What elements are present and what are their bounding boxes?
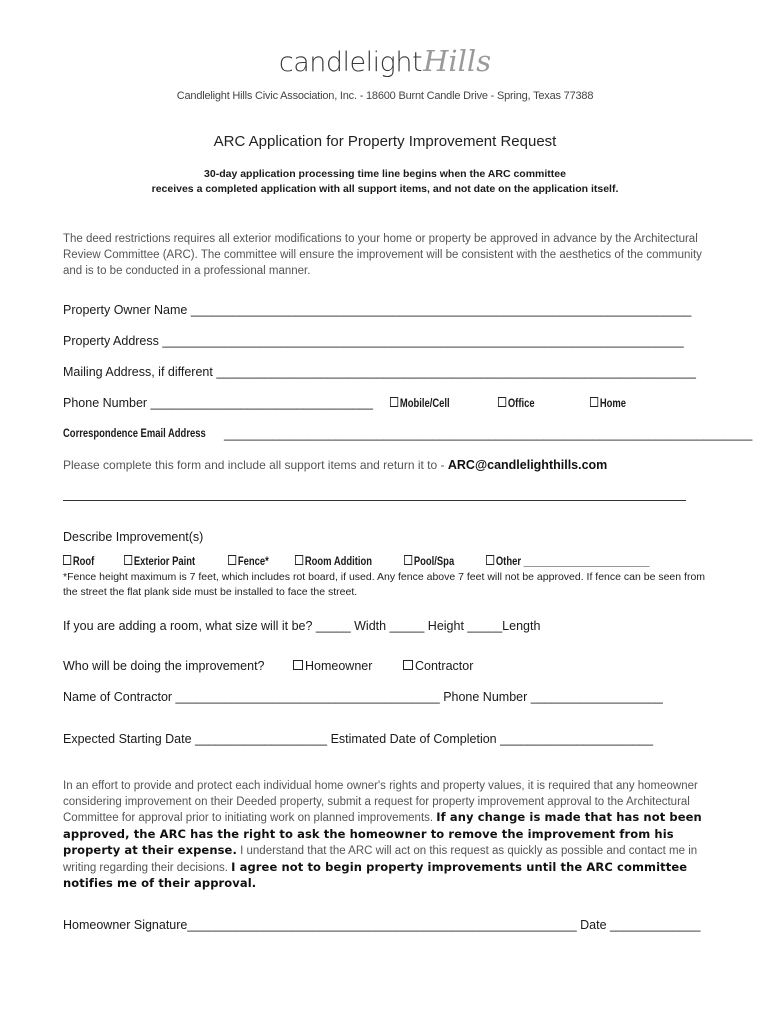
improvement-fence-label: Fence*: [237, 556, 269, 568]
agreement-text-2: I understand that the ARC will act on this request as quickly as possible and contact me in writing regarding their decisions.: [63, 845, 698, 874]
phone-option-mobile[interactable]: [390, 397, 450, 410]
phone-option-office[interactable]: [498, 397, 535, 410]
phone-option-home[interactable]: [590, 397, 626, 410]
checkbox-icon[interactable]: [390, 397, 398, 407]
improvement-room-label: Room Addition: [304, 556, 373, 568]
divider: [63, 500, 686, 501]
room-size-field[interactable]: If you are adding a room, what size will it be? _____ Width _____ Height _____Length: [63, 619, 541, 633]
checkbox-icon[interactable]: [124, 555, 132, 565]
phone-option-office-label: Office: [507, 398, 535, 410]
arc-email-link[interactable]: ARC@candlelighthills.com: [447, 458, 608, 472]
logo: [0, 44, 770, 78]
logo-text-hills: Hills: [423, 44, 492, 78]
checkbox-icon[interactable]: [293, 660, 303, 670]
checkbox-icon[interactable]: [486, 555, 494, 565]
owner-name-field[interactable]: Property Owner Name ________________________________________________________________________: [63, 303, 692, 317]
agreement-bold-1: If any change is made that has not been approved, the ARC has the right to ask the homeowner to remove the improvement from his property at their expense.: [63, 810, 702, 857]
agreement-paragraph: [63, 779, 713, 893]
improvement-other-label: Other ________________________: [495, 556, 650, 568]
who-contractor-label: Contractor: [415, 659, 474, 673]
agreement-text-1: In an effort to provide and protect each individual home owner's rights and property values, it is required that any homeowner considering improvement on their Deeded property, submit a request for property improvement approval to the Architectural Committee for approval prior to initiating work on planned improvements.: [63, 780, 698, 824]
contractor-field[interactable]: Name of Contractor ______________________________________ Phone Number ___________________: [63, 690, 663, 704]
return-instructions-text: Please complete this form and include all support items and return it to -: [63, 458, 448, 472]
phone-option-mobile-label: Mobile/Cell: [399, 398, 450, 410]
improvement-other[interactable]: [486, 555, 649, 568]
intro-paragraph: The deed restrictions requires all exterior modifications to your home or property be approved in advance by the Architectural Review Committee (ARC). The committee will ensure the improvement will be consistent with the aesthetics of the community and is to be conducted in a professional manner.: [63, 233, 702, 277]
phone-option-home-label: Home: [599, 398, 627, 410]
improvement-fence[interactable]: [228, 555, 269, 568]
dates-field[interactable]: Expected Starting Date ___________________ Estimated Date of Completion ______________________: [63, 732, 654, 746]
improvement-pool-spa[interactable]: [404, 555, 454, 568]
improvement-paint-label: Exterior Paint: [133, 556, 196, 568]
fence-note: *Fence height maximum is 7 feet, which includes rot board, if used. Any fence above 7 feet will not be approved. If fence can be seen from the street the flat plank side must be installed to face the street.: [63, 571, 706, 598]
logo-text-candlelight: candlelight: [278, 47, 423, 78]
checkbox-icon[interactable]: [295, 555, 303, 565]
email-field[interactable]: ____________________________________________________________________________: [224, 427, 753, 441]
checkbox-icon[interactable]: [63, 555, 71, 565]
improvement-room-addition[interactable]: [295, 555, 372, 568]
who-doing-label: Who will be doing the improvement?: [63, 659, 265, 673]
email-label: Correspondence Email Address: [63, 428, 206, 440]
improvement-exterior-paint[interactable]: [124, 555, 195, 568]
return-instructions: [63, 458, 607, 472]
improvement-roof[interactable]: [63, 555, 94, 568]
subtitle-line-1: 30-day application processing time line begins when the ARC committee: [204, 168, 566, 180]
describe-improvements-label: Describe Improvement(s): [63, 530, 204, 544]
page-title: ARC Application for Property Improvement Request: [213, 133, 557, 150]
association-address: Candlelight Hills Civic Association, Inc. - 18600 Burnt Candle Drive - Spring, Texas 77388: [176, 90, 594, 102]
phone-number-field[interactable]: Phone Number ________________________________: [63, 396, 374, 410]
signature-field[interactable]: Homeowner Signature________________________________________________________ Date _____________: [63, 918, 701, 932]
who-homeowner-option[interactable]: [293, 659, 372, 673]
checkbox-icon[interactable]: [404, 555, 412, 565]
checkbox-icon[interactable]: [228, 555, 236, 565]
property-address-field[interactable]: Property Address ___________________________________________________________________________: [63, 334, 684, 348]
who-contractor-option[interactable]: [403, 659, 473, 673]
checkbox-icon[interactable]: [590, 397, 598, 407]
who-homeowner-label: Homeowner: [305, 659, 373, 673]
improvement-pool-label: Pool/Spa: [413, 556, 455, 568]
checkbox-icon[interactable]: [498, 397, 506, 407]
mailing-address-field[interactable]: Mailing Address, if different _____________________________________________________________________: [63, 365, 697, 379]
improvement-roof-label: Roof: [72, 556, 95, 568]
subtitle-line-2: receives a completed application with all support items, and not date on the application itself.: [151, 183, 619, 195]
checkbox-icon[interactable]: [403, 660, 413, 670]
agreement-bold-2: I agree not to begin property improvements until the ARC committee notifies me of their approval.: [63, 859, 688, 890]
